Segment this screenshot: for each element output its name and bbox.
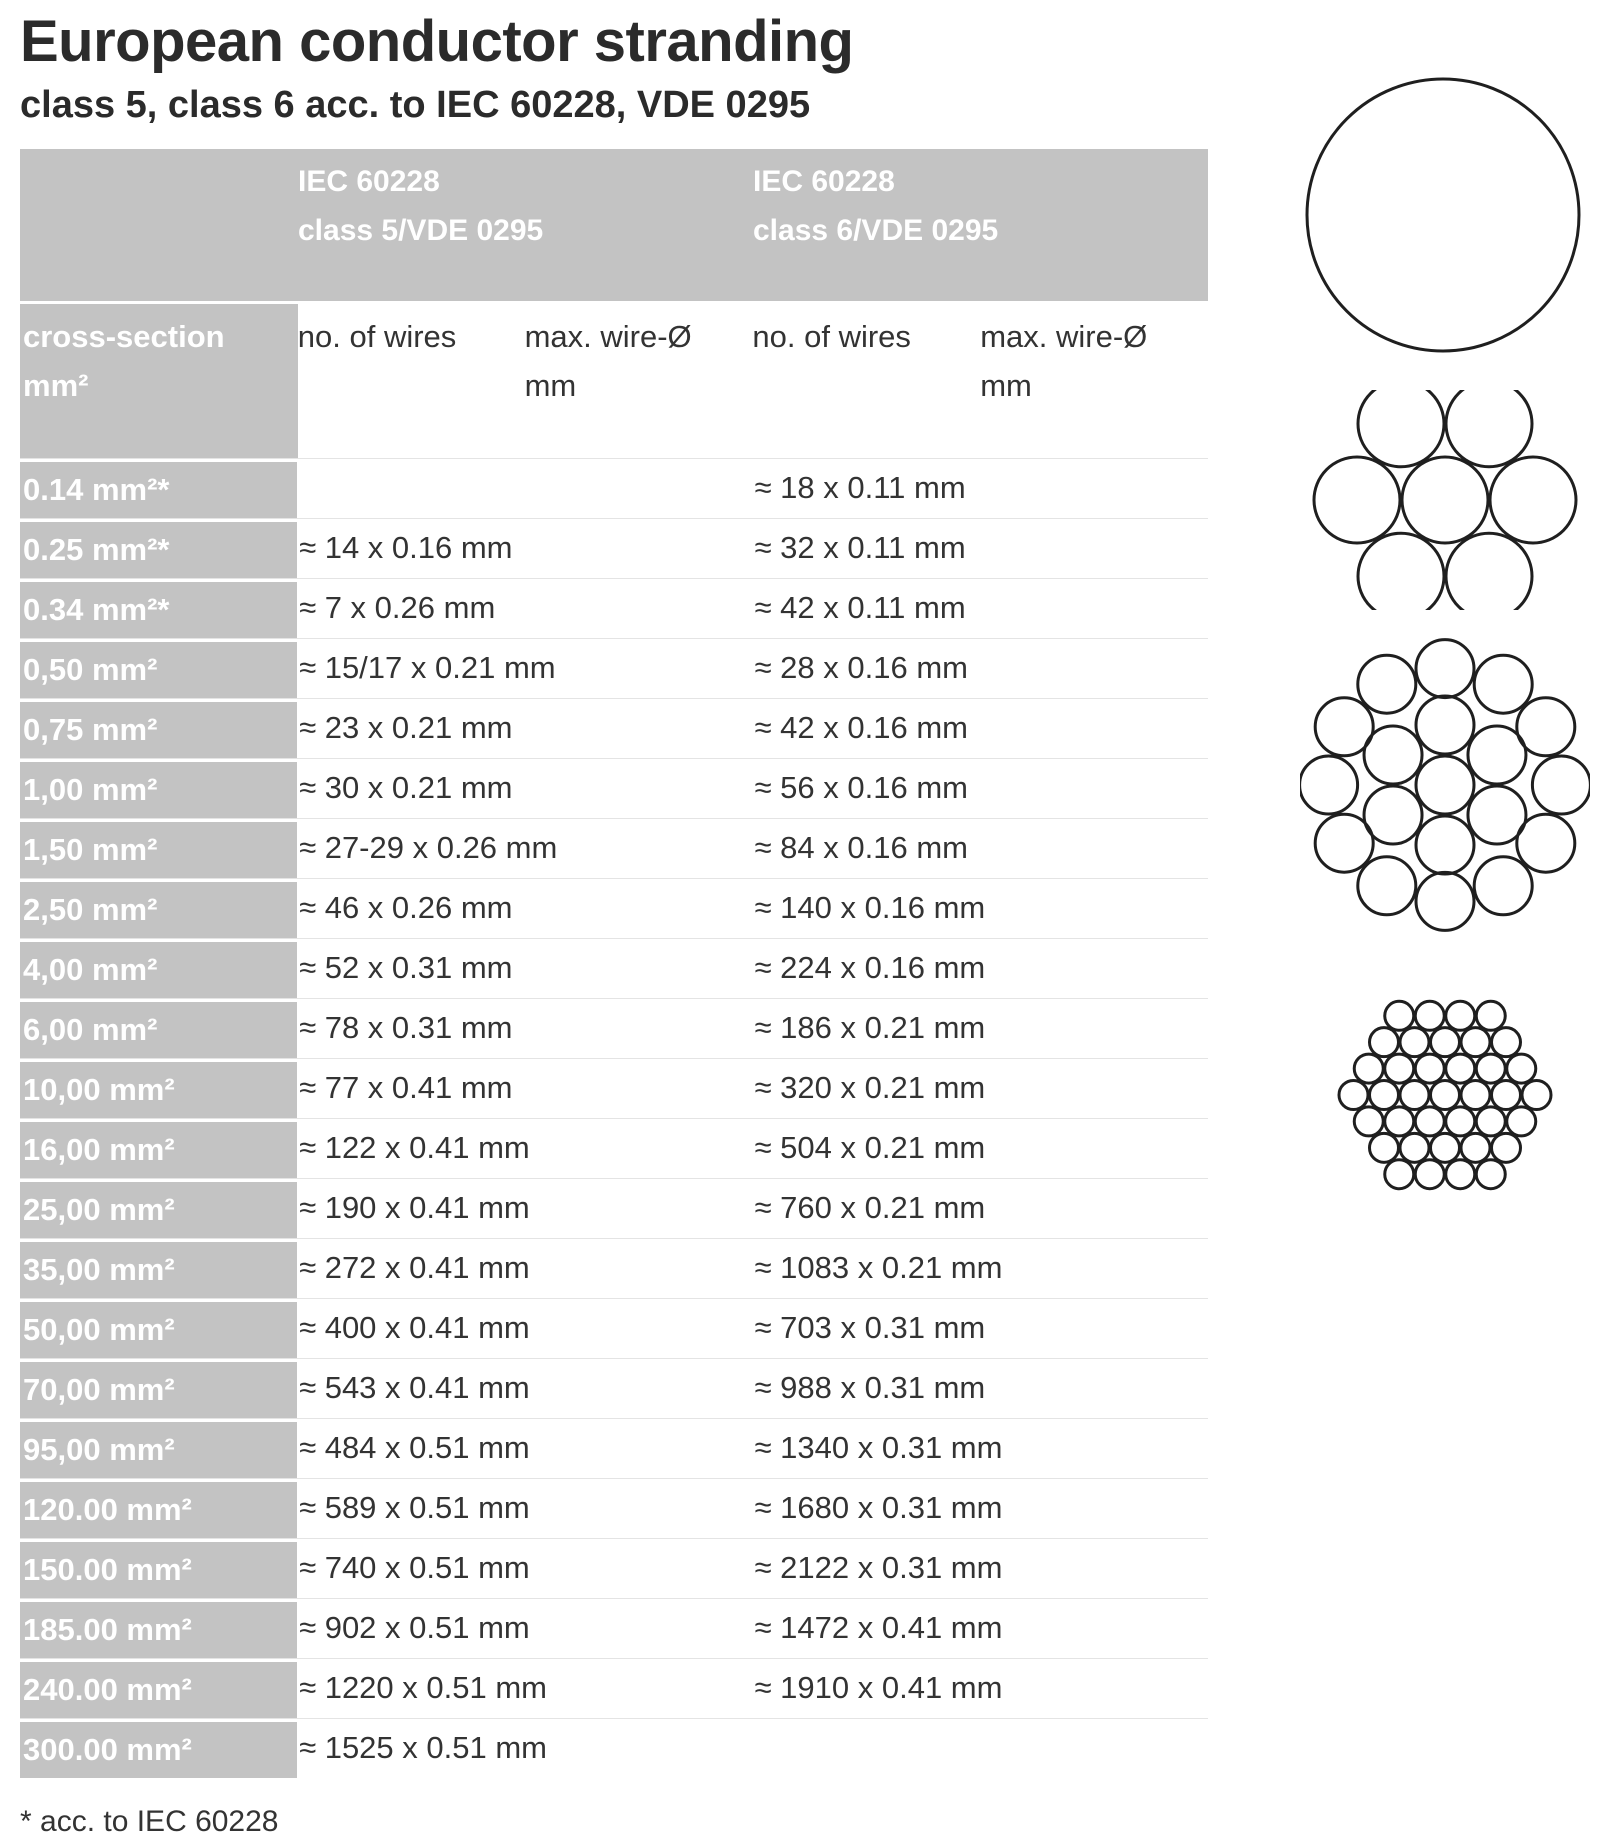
class6-stranding-cell: ≈ 42 x 0.16 mm	[754, 710, 968, 745]
class6-stranding-cell: ≈ 42 x 0.11 mm	[754, 590, 966, 625]
strand-wire	[1431, 1133, 1460, 1162]
table-row	[20, 1059, 1208, 1119]
strand-wire	[1490, 457, 1576, 543]
table-row	[20, 1599, 1208, 1659]
strand-wire	[1354, 1107, 1383, 1136]
class5-stranding-cell: ≈ 400 x 0.41 mm	[299, 1310, 530, 1345]
cross-section-cell: 2,50 mm²	[20, 882, 297, 938]
strand-wire	[1461, 1028, 1490, 1057]
table-column-header	[20, 304, 1208, 459]
group-header-class6	[753, 149, 1208, 301]
class6-stranding-cell: ≈ 760 x 0.21 mm	[754, 1190, 986, 1225]
class6-stranding-cell: ≈ 18 x 0.11 mm	[754, 470, 966, 505]
cross-section-cell: 120.00 mm²	[20, 1482, 297, 1538]
fine-wire-strand-icon	[1300, 955, 1590, 1245]
cross-section-cell: 0.34 mm²*	[20, 582, 297, 638]
strand-wire	[1415, 1001, 1444, 1030]
stranding-illustrations	[1300, 70, 1590, 1245]
cross-section-cell: 95,00 mm²	[20, 1422, 297, 1478]
strand-wire	[1385, 1001, 1414, 1030]
table-row	[20, 639, 1208, 699]
class5-stranding-cell: ≈ 1220 x 0.51 mm	[299, 1670, 547, 1705]
header-spacer	[20, 149, 298, 301]
cross-section-cell: 4,00 mm²	[20, 942, 297, 998]
class5-stranding-cell: ≈ 589 x 0.51 mm	[299, 1490, 530, 1525]
class6-stranding-cell: ≈ 1472 x 0.41 mm	[754, 1610, 1003, 1645]
table-row	[20, 819, 1208, 879]
table-row	[20, 459, 1208, 519]
seven-wire-strand-icon	[1300, 390, 1590, 610]
strand-wire	[1416, 872, 1474, 930]
class5-wires-header-label: no. of wires	[297, 319, 457, 354]
class5-diameter-header-line2: mm	[524, 368, 577, 403]
solid-conductor-outline	[1307, 79, 1579, 351]
strand-wire	[1416, 756, 1474, 814]
cross-section-cell: 50,00 mm²	[20, 1302, 297, 1358]
strand-wire	[1370, 1028, 1399, 1057]
cross-section-cell: 0.25 mm²*	[20, 522, 297, 578]
strand-wire	[1476, 1054, 1505, 1083]
nineteen-wire-strand-icon	[1300, 635, 1590, 935]
table-row	[20, 879, 1208, 939]
class5-stranding-cell	[297, 459, 752, 518]
class6-stranding-cell: ≈ 32 x 0.11 mm	[754, 530, 966, 565]
class5-diameter-header-line1: max. wire-Ø	[524, 319, 692, 354]
class5-stranding-cell: ≈ 190 x 0.41 mm	[299, 1190, 530, 1225]
class5-stranding-cell: ≈ 30 x 0.21 mm	[299, 770, 513, 805]
table-row	[20, 1239, 1208, 1299]
strand-wire	[1400, 1133, 1429, 1162]
table-row	[20, 1539, 1208, 1599]
class5-stranding-cell: ≈ 27-29 x 0.26 mm	[299, 830, 558, 865]
strand-wire	[1446, 1054, 1475, 1083]
strand-wire	[1492, 1133, 1521, 1162]
cross-section-cell: 6,00 mm²	[20, 1002, 297, 1058]
class6-stranding-cell: ≈ 703 x 0.31 mm	[754, 1310, 986, 1345]
class6-stranding-cell: ≈ 504 x 0.21 mm	[754, 1130, 986, 1165]
table-row	[20, 1479, 1208, 1539]
strand-wire	[1314, 457, 1400, 543]
cross-section-header-line1: cross-section	[23, 319, 225, 354]
table-row	[20, 699, 1208, 759]
page-title: European conductor stranding	[20, 9, 854, 74]
strand-wire	[1300, 756, 1358, 814]
class5-stranding-cell: ≈ 740 x 0.51 mm	[299, 1550, 530, 1585]
strand-wire	[1446, 390, 1532, 467]
table-row	[20, 1659, 1208, 1719]
strand-wire	[1476, 1107, 1505, 1136]
strand-wire	[1431, 1028, 1460, 1057]
table-row	[20, 1719, 1208, 1778]
class6-wires-header	[752, 304, 980, 458]
class6-stranding-cell: ≈ 1083 x 0.21 mm	[754, 1250, 1003, 1285]
strand-wire	[1370, 1133, 1399, 1162]
table-row	[20, 1359, 1208, 1419]
table-row	[20, 759, 1208, 819]
strand-wire	[1358, 655, 1416, 713]
class6-stranding-cell: ≈ 2122 x 0.31 mm	[754, 1550, 1003, 1585]
cross-section-cell: 25,00 mm²	[20, 1182, 297, 1238]
group-header-class5-line1: IEC 60228	[298, 165, 440, 198]
class5-stranding-cell: ≈ 902 x 0.51 mm	[299, 1610, 530, 1645]
solid-conductor-icon	[1298, 70, 1588, 360]
table-row	[20, 1419, 1208, 1479]
strand-wire	[1461, 1133, 1490, 1162]
cross-section-header	[20, 304, 298, 458]
cross-section-cell: 70,00 mm²	[20, 1362, 297, 1418]
class6-stranding-cell: ≈ 28 x 0.16 mm	[754, 650, 968, 685]
strand-wire	[1431, 1081, 1460, 1110]
class6-stranding-cell	[753, 1719, 1208, 1778]
strand-wire	[1415, 1107, 1444, 1136]
strand-wire	[1492, 1081, 1521, 1110]
class5-stranding-cell: ≈ 1525 x 0.51 mm	[299, 1730, 547, 1765]
strand-wire	[1446, 533, 1532, 610]
table-group-header	[20, 149, 1208, 301]
footnote: * acc. to IEC 60228	[20, 1805, 279, 1838]
class6-stranding-cell: ≈ 186 x 0.21 mm	[754, 1010, 986, 1045]
strand-wire	[1402, 457, 1488, 543]
group-header-class6-line2: class 6/VDE 0295	[753, 214, 999, 247]
cross-section-cell: 10,00 mm²	[20, 1062, 297, 1118]
strand-wire	[1476, 1160, 1505, 1189]
class6-stranding-cell: ≈ 84 x 0.16 mm	[754, 830, 968, 865]
strand-wire	[1400, 1081, 1429, 1110]
cross-section-cell: 300.00 mm²	[20, 1722, 297, 1778]
class6-diameter-header-line1: max. wire-Ø	[980, 319, 1148, 354]
table-row	[20, 999, 1208, 1059]
table-row	[20, 1119, 1208, 1179]
class5-stranding-cell: ≈ 14 x 0.16 mm	[299, 530, 513, 565]
class6-wires-header-label: no. of wires	[752, 319, 911, 354]
strand-wire	[1522, 1081, 1551, 1110]
strand-wire	[1385, 1054, 1414, 1083]
strand-wire	[1416, 696, 1474, 754]
class6-diameter-header-line2: mm	[980, 368, 1032, 403]
strand-wire	[1474, 857, 1532, 915]
class6-stranding-cell: ≈ 56 x 0.16 mm	[754, 770, 968, 805]
strand-wire	[1400, 1028, 1429, 1057]
strand-wire	[1315, 698, 1373, 756]
class6-stranding-cell: ≈ 1340 x 0.31 mm	[754, 1430, 1003, 1465]
strand-wire	[1461, 1081, 1490, 1110]
strand-wire	[1358, 390, 1444, 467]
class6-stranding-cell: ≈ 140 x 0.16 mm	[754, 890, 986, 925]
strand-wire	[1517, 698, 1575, 756]
class5-stranding-cell: ≈ 52 x 0.31 mm	[299, 950, 513, 985]
cross-section-cell: 0,75 mm²	[20, 702, 297, 758]
strand-wire	[1358, 857, 1416, 915]
class5-stranding-cell: ≈ 122 x 0.41 mm	[299, 1130, 530, 1165]
page-subtitle: class 5, class 6 acc. to IEC 60228, VDE 0295	[20, 84, 811, 126]
table-row	[20, 519, 1208, 579]
cross-section-cell: 1,50 mm²	[20, 822, 297, 878]
strand-wire	[1370, 1081, 1399, 1110]
group-header-class5-line2: class 5/VDE 0295	[298, 214, 544, 247]
class5-wires-header	[298, 304, 525, 458]
strand-wire	[1358, 533, 1444, 610]
strand-wire	[1416, 816, 1474, 874]
strand-wire	[1315, 814, 1373, 872]
strand-wire	[1446, 1107, 1475, 1136]
class6-stranding-cell: ≈ 224 x 0.16 mm	[754, 950, 986, 985]
cross-section-cell: 150.00 mm²	[20, 1542, 297, 1598]
class5-stranding-cell: ≈ 543 x 0.41 mm	[299, 1370, 530, 1405]
table-body	[20, 459, 1208, 1778]
stranding-table	[20, 149, 1208, 1778]
strand-wire	[1446, 1160, 1475, 1189]
group-header-class6-line1: IEC 60228	[753, 165, 895, 198]
cross-section-cell: 185.00 mm²	[20, 1602, 297, 1658]
cross-section-cell: 16,00 mm²	[20, 1122, 297, 1178]
class5-diameter-header	[525, 304, 753, 458]
class6-diameter-header	[980, 304, 1208, 458]
class5-stranding-cell: ≈ 7 x 0.26 mm	[299, 590, 496, 625]
cross-section-cell: 0,50 mm²	[20, 642, 297, 698]
strand-wire	[1532, 756, 1590, 814]
class6-stranding-cell: ≈ 320 x 0.21 mm	[754, 1070, 986, 1105]
table-row	[20, 579, 1208, 639]
group-header-class5	[298, 149, 753, 301]
strand-wire	[1415, 1054, 1444, 1083]
class5-stranding-cell: ≈ 272 x 0.41 mm	[299, 1250, 530, 1285]
class5-stranding-cell: ≈ 46 x 0.26 mm	[299, 890, 513, 925]
class6-stranding-cell: ≈ 988 x 0.31 mm	[754, 1370, 986, 1405]
strand-wire	[1507, 1107, 1536, 1136]
table-row	[20, 939, 1208, 999]
cross-section-cell: 1,00 mm²	[20, 762, 297, 818]
table-row	[20, 1299, 1208, 1359]
strand-wire	[1492, 1028, 1521, 1057]
class6-stranding-cell: ≈ 1680 x 0.31 mm	[754, 1490, 1003, 1525]
cross-section-cell: 0.14 mm²*	[20, 462, 297, 518]
class5-stranding-cell: ≈ 78 x 0.31 mm	[299, 1010, 513, 1045]
strand-wire	[1474, 655, 1532, 713]
strand-wire	[1446, 1001, 1475, 1030]
class5-stranding-cell: ≈ 15/17 x 0.21 mm	[299, 650, 556, 685]
table-row	[20, 1179, 1208, 1239]
cross-section-header-line2: mm²	[23, 368, 89, 403]
class6-stranding-cell: ≈ 1910 x 0.41 mm	[754, 1670, 1003, 1705]
strand-wire	[1385, 1107, 1414, 1136]
class5-stranding-cell: ≈ 484 x 0.51 mm	[299, 1430, 530, 1465]
strand-wire	[1507, 1054, 1536, 1083]
strand-wire	[1354, 1054, 1383, 1083]
class5-stranding-cell: ≈ 23 x 0.21 mm	[299, 710, 513, 745]
strand-wire	[1339, 1081, 1368, 1110]
strand-wire	[1517, 814, 1575, 872]
cross-section-cell: 240.00 mm²	[20, 1662, 297, 1718]
strand-wire	[1385, 1160, 1414, 1189]
class5-stranding-cell: ≈ 77 x 0.41 mm	[299, 1070, 513, 1105]
strand-wire	[1415, 1160, 1444, 1189]
strand-wire	[1416, 640, 1474, 698]
cross-section-cell: 35,00 mm²	[20, 1242, 297, 1298]
strand-wire	[1476, 1001, 1505, 1030]
